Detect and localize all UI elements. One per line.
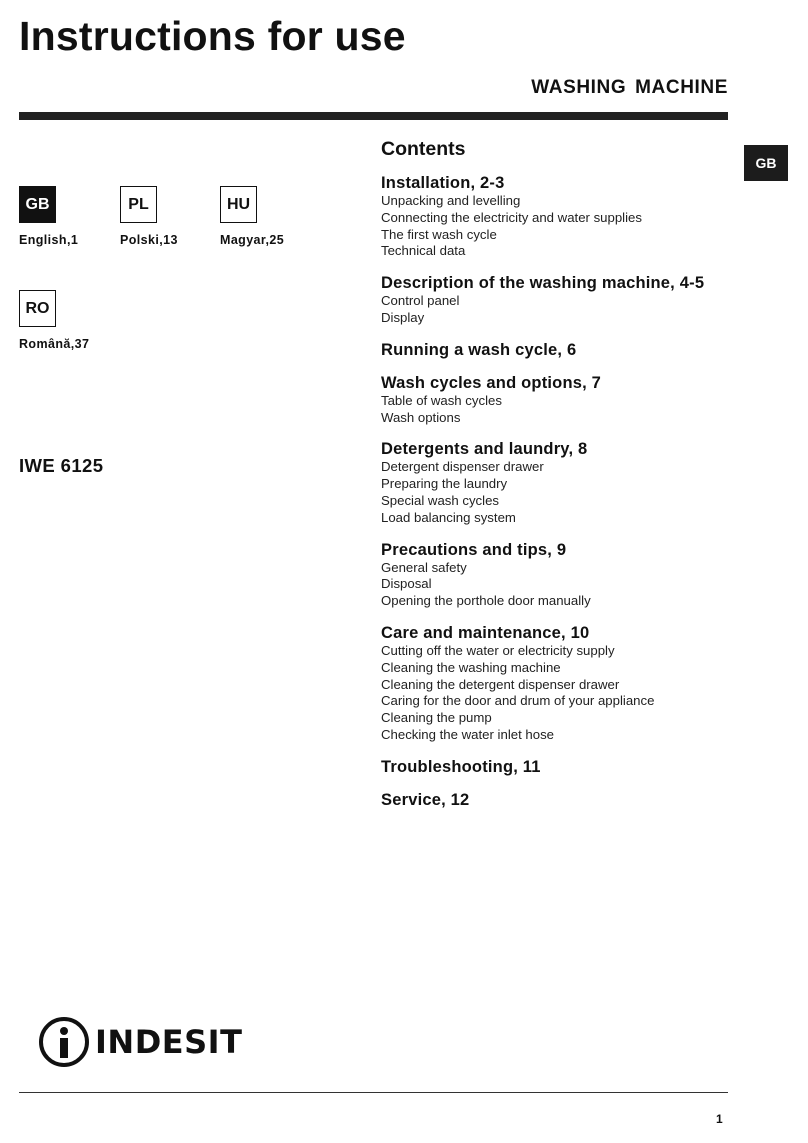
toc-section-item[interactable]: Control panel [381,293,460,309]
table-of-contents [381,137,741,823]
toc-section-item[interactable]: The first wash cycle [381,226,497,242]
language-link-pl[interactable] [120,186,210,247]
toc-section [381,373,741,427]
language-code-box: RO [19,290,56,327]
indesit-logo-icon [37,1015,91,1069]
language-side-tab[interactable]: GB [744,145,788,181]
language-code-box: GB [19,186,56,223]
page-number: 1 [716,1112,723,1126]
toc-section-item[interactable]: Cutting off the water or electricity supply [381,642,615,658]
toc-section-heading[interactable]: Detergents and laundry, 8 [381,440,588,459]
toc-section-item[interactable]: Opening the porthole door manually [381,593,591,609]
toc-section [381,623,741,744]
toc-section-heading[interactable]: Installation, 2-3 [381,174,505,192]
toc-section-heading[interactable]: Service, 12 [381,790,470,809]
toc-section-item[interactable]: Disposal [381,576,432,592]
language-label: Polski,13 [120,233,178,247]
toc-section-heading[interactable]: Description of the washing machine, 4-5 [381,274,705,293]
toc-section-item[interactable]: Caring for the door and drum of your appliance [381,693,655,709]
header-divider [19,112,728,120]
page-title: Instructions for use [19,13,406,59]
toc-section [381,340,741,360]
toc-sections [381,173,741,810]
toc-section-item[interactable]: Cleaning the washing machine [381,659,561,675]
language-link-ro[interactable] [19,290,109,351]
brand-logo [37,1015,242,1069]
toc-section-item[interactable]: Display [381,309,425,325]
logo-wordmark: INDESIT [95,1023,243,1061]
toc-section-item[interactable]: Detergent dispenser drawer [381,459,544,475]
toc-section-item[interactable]: Unpacking and levelling [381,193,521,208]
toc-section-item[interactable]: Preparing the laundry [381,476,508,492]
toc-section [381,439,741,526]
contents-title: Contents [381,138,466,160]
toc-section-item[interactable]: Cleaning the detergent dispenser drawer [381,676,620,692]
toc-section-item[interactable]: General safety [381,559,467,575]
toc-section-heading[interactable]: Care and maintenance, 10 [381,623,590,642]
language-link-hu[interactable] [220,186,310,247]
toc-section [381,540,741,610]
toc-section-item[interactable]: Checking the water inlet hose [381,726,555,742]
toc-section-item[interactable]: Load balancing system [381,509,516,525]
language-label: Română,37 [19,337,90,351]
language-label: English,1 [19,233,79,247]
toc-section [381,273,741,327]
toc-section-item[interactable]: Table of wash cycles [381,392,502,408]
toc-section [381,173,741,260]
toc-section-heading[interactable]: Precautions and tips, 9 [381,540,567,559]
language-label: Magyar,25 [220,233,285,247]
footer-divider [19,1092,728,1093]
product-type: WASHING MACHINE [531,77,728,98]
toc-section [381,757,741,777]
toc-section-item[interactable]: Cleaning the pump [381,710,492,726]
toc-section-heading[interactable]: Troubleshooting, 11 [381,757,541,776]
toc-section-heading[interactable]: Running a wash cycle, 6 [381,340,577,359]
toc-section-item[interactable]: Technical data [381,243,466,259]
language-code-box: PL [120,186,157,223]
language-code-box: HU [220,186,257,223]
toc-section-item[interactable]: Special wash cycles [381,492,500,508]
toc-section-item[interactable]: Connecting the electricity and water supplies [381,209,642,225]
model-number: IWE 6125 [19,455,104,476]
language-link-gb[interactable] [19,186,109,247]
toc-section-item[interactable]: Wash options [381,409,461,425]
toc-section-heading[interactable]: Wash cycles and options, 7 [381,373,602,392]
toc-section [381,790,741,810]
